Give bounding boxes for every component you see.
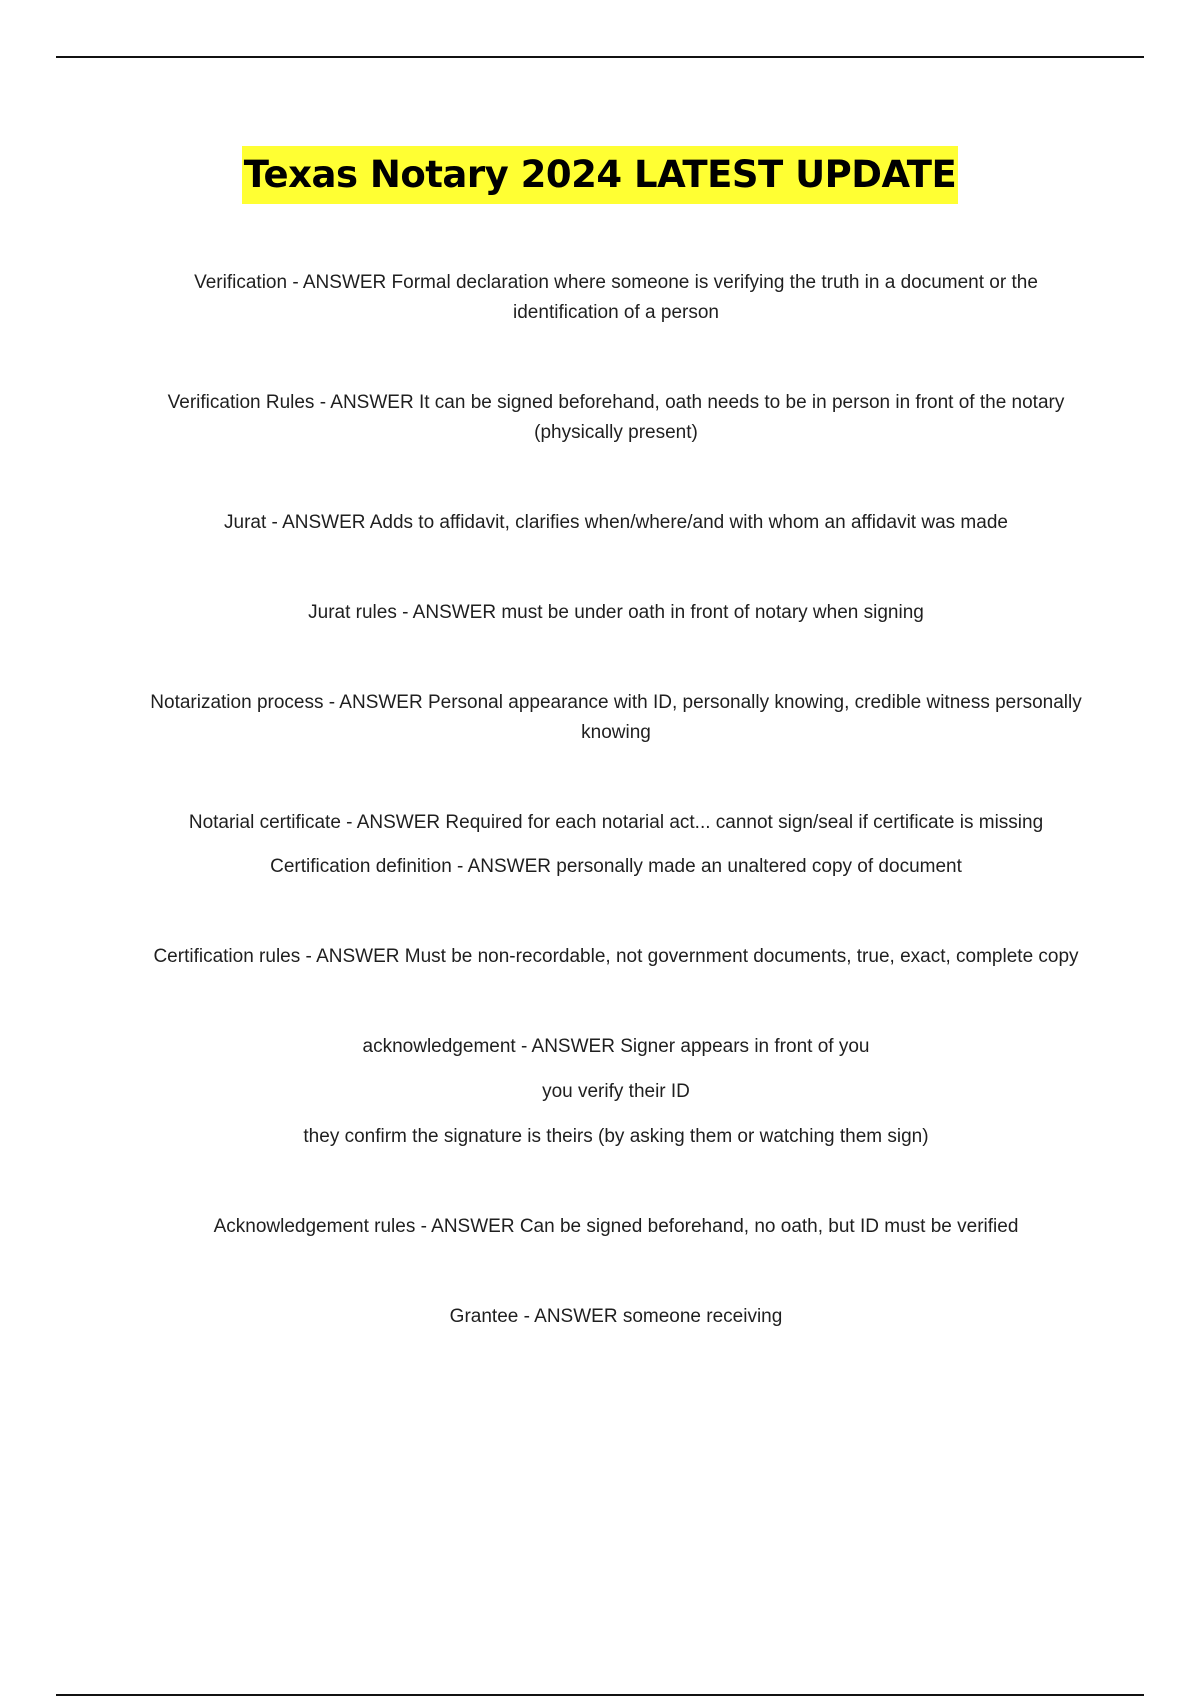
top-rule — [56, 56, 1144, 58]
qa-entry-notarial-certificate: Notarial certificate - ANSWER Required for each notarial act... cannot sign/seal if certificate is missing — [188, 812, 1044, 833]
acknowledgement-line: they confirm the signature is theirs (by asking them or watching them sign) — [303, 1126, 929, 1147]
qa-entry-acknowledgement — [140, 1032, 1092, 1152]
qa-list — [140, 268, 1092, 1392]
qa-entry-certification-rules: Certification rules - ANSWER Must be non-recordable, not government documents, true, exact, complete copy — [153, 946, 1079, 967]
qa-entry-certification-definition: Certification definition - ANSWER personally made an unaltered copy of document — [270, 856, 962, 877]
qa-entry-jurat-rules: Jurat rules - ANSWER must be under oath in front of notary when signing — [308, 602, 924, 623]
qa-entry-acknowledgement-rules: Acknowledgement rules - ANSWER Can be signed beforehand, no oath, but ID must be verified — [213, 1216, 1019, 1237]
qa-entry-grantee: Grantee - ANSWER someone receiving — [449, 1306, 783, 1327]
qa-entry-verification: Verification - ANSWER Formal declaration where someone is verifying the truth in a document or the identification of a person — [194, 272, 1038, 323]
qa-entry-notarization-process: Notarization process - ANSWER Personal appearance with ID, personally knowing, credible witness personally knowing — [150, 692, 1082, 743]
acknowledgement-line: acknowledgement - ANSWER Signer appears in front of you — [362, 1036, 870, 1057]
qa-entry-verification-rules: Verification Rules - ANSWER It can be signed beforehand, oath needs to be in person in front of the notary (physically present) — [167, 392, 1065, 443]
qa-entry-jurat: Jurat - ANSWER Adds to affidavit, clarifies when/where/and with whom an affidavit was made — [224, 512, 1008, 533]
bottom-rule — [56, 1694, 1144, 1696]
acknowledgement-line: you verify their ID — [542, 1081, 690, 1102]
document-title: Texas Notary 2024 LATEST UPDATE — [242, 146, 959, 204]
title-block — [0, 146, 1200, 204]
